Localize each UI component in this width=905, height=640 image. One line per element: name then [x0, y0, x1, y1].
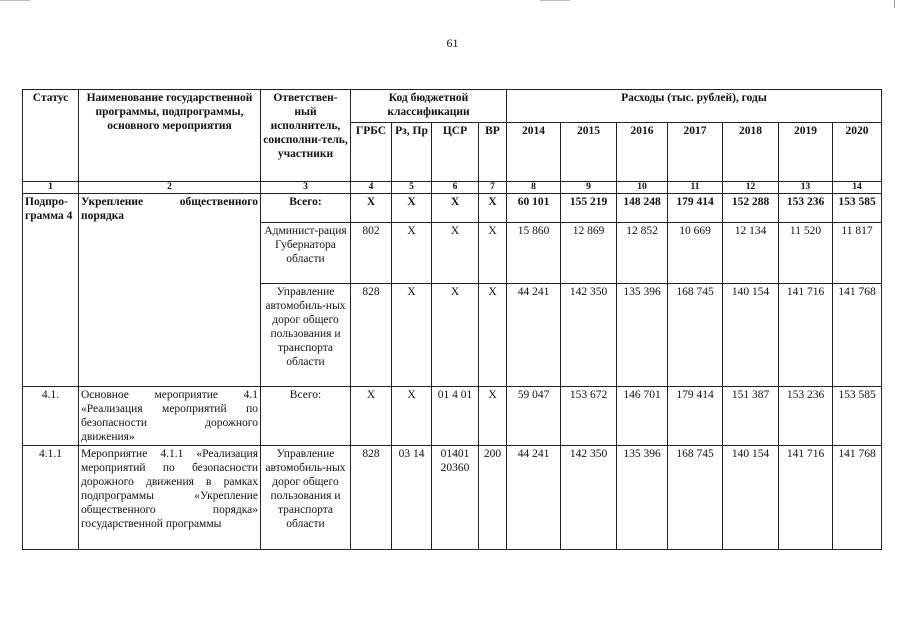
- row-value: 179 414: [668, 194, 723, 223]
- row-code: 01 4 01: [432, 387, 479, 446]
- row-value: 155 219: [561, 194, 617, 223]
- table-row: [23, 446, 882, 550]
- row-code: Х: [432, 194, 479, 223]
- column-index: 10: [617, 182, 668, 194]
- row-value: 153 585: [833, 194, 882, 223]
- row-value: 153 672: [561, 387, 617, 446]
- row-code: 200: [479, 446, 507, 550]
- row-value: 11 520: [779, 223, 833, 284]
- row-code: Х: [479, 223, 507, 284]
- row-value: 168 745: [668, 446, 723, 550]
- column-index: 4: [351, 182, 392, 194]
- row-name: Основное мероприятие 4.1 «Реализация мероприятий по безопасности дорожного движения»: [79, 387, 261, 446]
- column-index-row: [23, 182, 882, 194]
- column-index: 8: [507, 182, 561, 194]
- row-code: Х: [432, 284, 479, 387]
- row-value: 179 414: [668, 387, 723, 446]
- row-value: 12 134: [723, 223, 779, 284]
- row-code: Х: [351, 194, 392, 223]
- row-value: 141 768: [833, 284, 882, 387]
- column-index: 11: [668, 182, 723, 194]
- header-year: 2020: [833, 123, 882, 182]
- row-code: 828: [351, 284, 392, 387]
- header-code-vr: ВР: [479, 123, 507, 182]
- row-value: 10 669: [668, 223, 723, 284]
- row-value: 135 396: [617, 284, 668, 387]
- row-value: 151 387: [723, 387, 779, 446]
- row-value: 141 716: [779, 284, 833, 387]
- row-code: Х: [479, 387, 507, 446]
- row-code: Х: [432, 223, 479, 284]
- row-value: 44 241: [507, 284, 561, 387]
- header-code-grbs: ГРБС: [351, 123, 392, 182]
- column-index: 1: [23, 182, 79, 194]
- row-code: Х: [392, 223, 432, 284]
- row-code: 802: [351, 223, 392, 284]
- row-executor: Всего:: [261, 194, 351, 223]
- header-year: 2018: [723, 123, 779, 182]
- row-value: 60 101: [507, 194, 561, 223]
- row-status: 4.1.: [23, 387, 79, 446]
- row-value: 135 396: [617, 446, 668, 550]
- row-value: 142 350: [561, 446, 617, 550]
- row-value: 140 154: [723, 446, 779, 550]
- row-value: 12 852: [617, 223, 668, 284]
- scan-corner-mark: [888, 0, 895, 8]
- header-status: Статус: [23, 90, 79, 182]
- row-value: 153 585: [833, 387, 882, 446]
- page-number: 61: [446, 36, 459, 50]
- row-value: 152 288: [723, 194, 779, 223]
- row-code: Х: [479, 284, 507, 387]
- header-year: 2017: [668, 123, 723, 182]
- header-row-1: [23, 90, 882, 123]
- row-code: Х: [479, 194, 507, 223]
- row-value: 141 716: [779, 446, 833, 550]
- row-value: 12 869: [561, 223, 617, 284]
- column-index: 2: [79, 182, 261, 194]
- column-index: 12: [723, 182, 779, 194]
- row-value: 153 236: [779, 194, 833, 223]
- row-value: 148 248: [617, 194, 668, 223]
- header-budget-code: Код бюджетной классификации: [351, 90, 507, 123]
- row-code: Х: [351, 387, 392, 446]
- row-executor: Всего:: [261, 387, 351, 446]
- row-name: Мероприятие 4.1.1 «Реализация мероприятий по безопасности дорожного движения в рамках подпрограммы «Укрепление общественного порядка» государственной программы: [79, 446, 261, 550]
- row-code: 828: [351, 446, 392, 550]
- row-status: 4.1.1: [23, 446, 79, 550]
- header-year: 2016: [617, 123, 668, 182]
- table-row: [23, 194, 882, 223]
- row-value: 168 745: [668, 284, 723, 387]
- column-index: 6: [432, 182, 479, 194]
- row-value: 142 350: [561, 284, 617, 387]
- header-expenses: Расходы (тыс. рублей), годы: [507, 90, 882, 123]
- row-code: Х: [392, 194, 432, 223]
- row-value: 146 701: [617, 387, 668, 446]
- header-year: 2019: [779, 123, 833, 182]
- row-code: 03 14: [392, 446, 432, 550]
- row-code: Х: [392, 284, 432, 387]
- row-value: 140 154: [723, 284, 779, 387]
- header-year: 2014: [507, 123, 561, 182]
- row-executor: Админист-рация Губернатора области: [261, 223, 351, 284]
- column-index: 9: [561, 182, 617, 194]
- column-index: 7: [479, 182, 507, 194]
- row-executor: Управление автомобиль-ных дорог общего пользования и транспорта области: [261, 284, 351, 387]
- header-name: Наименование государственной программы, подпрограммы, основного мероприятия: [79, 90, 261, 182]
- row-value: 153 236: [779, 387, 833, 446]
- column-index: 14: [833, 182, 882, 194]
- row-executor: Управление автомобиль-ных дорог общего пользования и транспорта области: [261, 446, 351, 550]
- row-name: Укрепление общественного порядка: [79, 194, 261, 387]
- header-executor: Ответствен-ный исполнитель, соисполни-тель, участники: [261, 90, 351, 182]
- header-year: 2015: [561, 123, 617, 182]
- row-value: 59 047: [507, 387, 561, 446]
- row-code: 01401 20360: [432, 446, 479, 550]
- row-value: 11 817: [833, 223, 882, 284]
- budget-table: [22, 89, 882, 550]
- row-value: 15 860: [507, 223, 561, 284]
- scan-edge-mid: [540, 0, 570, 1]
- table-row: [23, 387, 882, 446]
- scan-edge-left: [0, 0, 30, 1]
- column-index: 5: [392, 182, 432, 194]
- header-code-rzpr: Рз, Пр: [392, 123, 432, 182]
- row-status: Подпро-грамма 4: [23, 194, 79, 387]
- row-value: 141 768: [833, 446, 882, 550]
- column-index: 3: [261, 182, 351, 194]
- column-index: 13: [779, 182, 833, 194]
- row-code: Х: [392, 387, 432, 446]
- header-code-csr: ЦСР: [432, 123, 479, 182]
- row-value: 44 241: [507, 446, 561, 550]
